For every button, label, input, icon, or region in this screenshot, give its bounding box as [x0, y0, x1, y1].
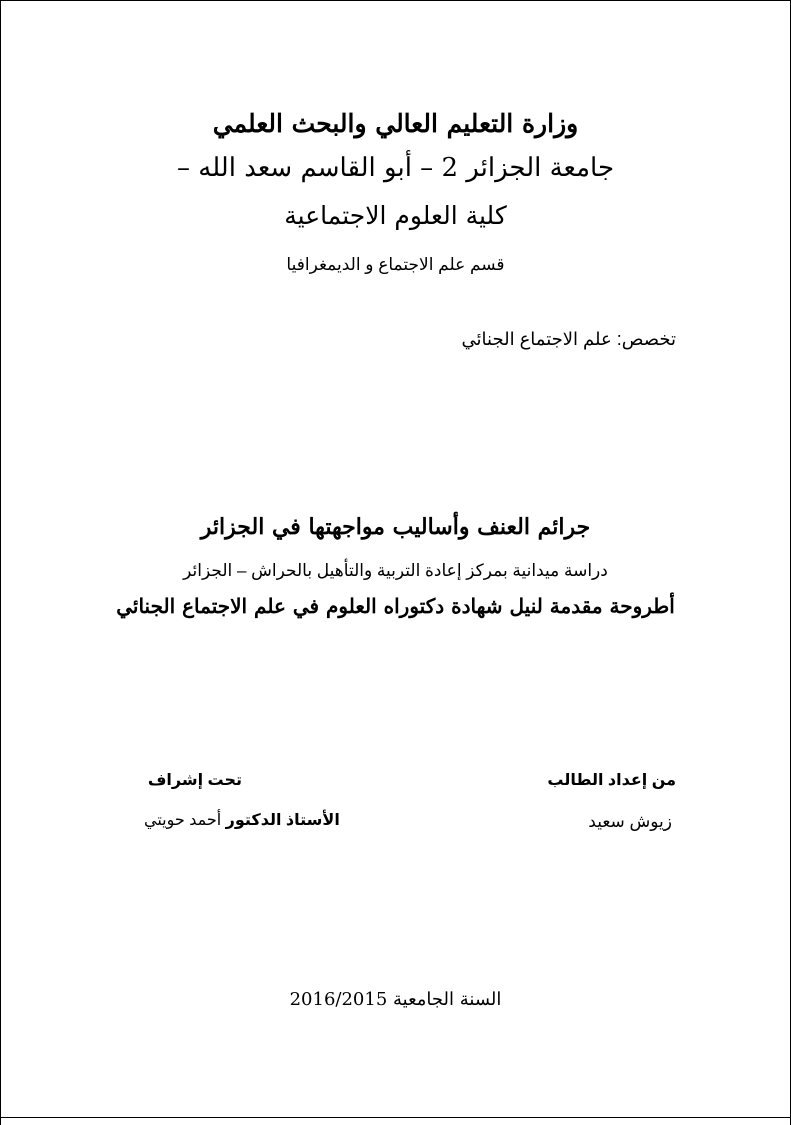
- supervisor-line: [144, 810, 340, 830]
- supervisor-title: الأستاذ الدكتور: [225, 812, 340, 829]
- faculty-name: كلية العلوم الاجتماعية: [284, 201, 507, 230]
- student-name: زيوش سعيد: [588, 812, 672, 831]
- ministry-heading: وزارة التعليم العالي والبحث العلمي: [212, 109, 579, 138]
- specialization-line: تخصص: علم الاجتماع الجنائي: [461, 329, 676, 349]
- supervision-label: تحت إشراف: [147, 772, 242, 789]
- department-name: قسم علم الاجتماع و الديمغرافيا: [286, 255, 505, 274]
- prepared-by-label: من إعداد الطالب: [547, 772, 676, 789]
- study-subtitle: دراسة ميدانية بمركز إعادة التربية والتأهيل بالحراش – الجزائر: [183, 561, 608, 580]
- supervisor-name: أحمد حويتي: [144, 812, 222, 829]
- degree-statement: أطروحة مقدمة لنيل شهادة دكتوراه العلوم في علم الاجتماع الجنائي: [116, 594, 675, 618]
- university-name: جامعة الجزائر 2 – أبو القاسم سعد الله –: [176, 153, 615, 183]
- academic-year: السنة الجامعية 2016/2015: [289, 989, 502, 1010]
- thesis-title: جرائم العنف وأساليب مواجهتها في الجزائر: [200, 514, 591, 540]
- bottom-border-line: [0, 1117, 791, 1118]
